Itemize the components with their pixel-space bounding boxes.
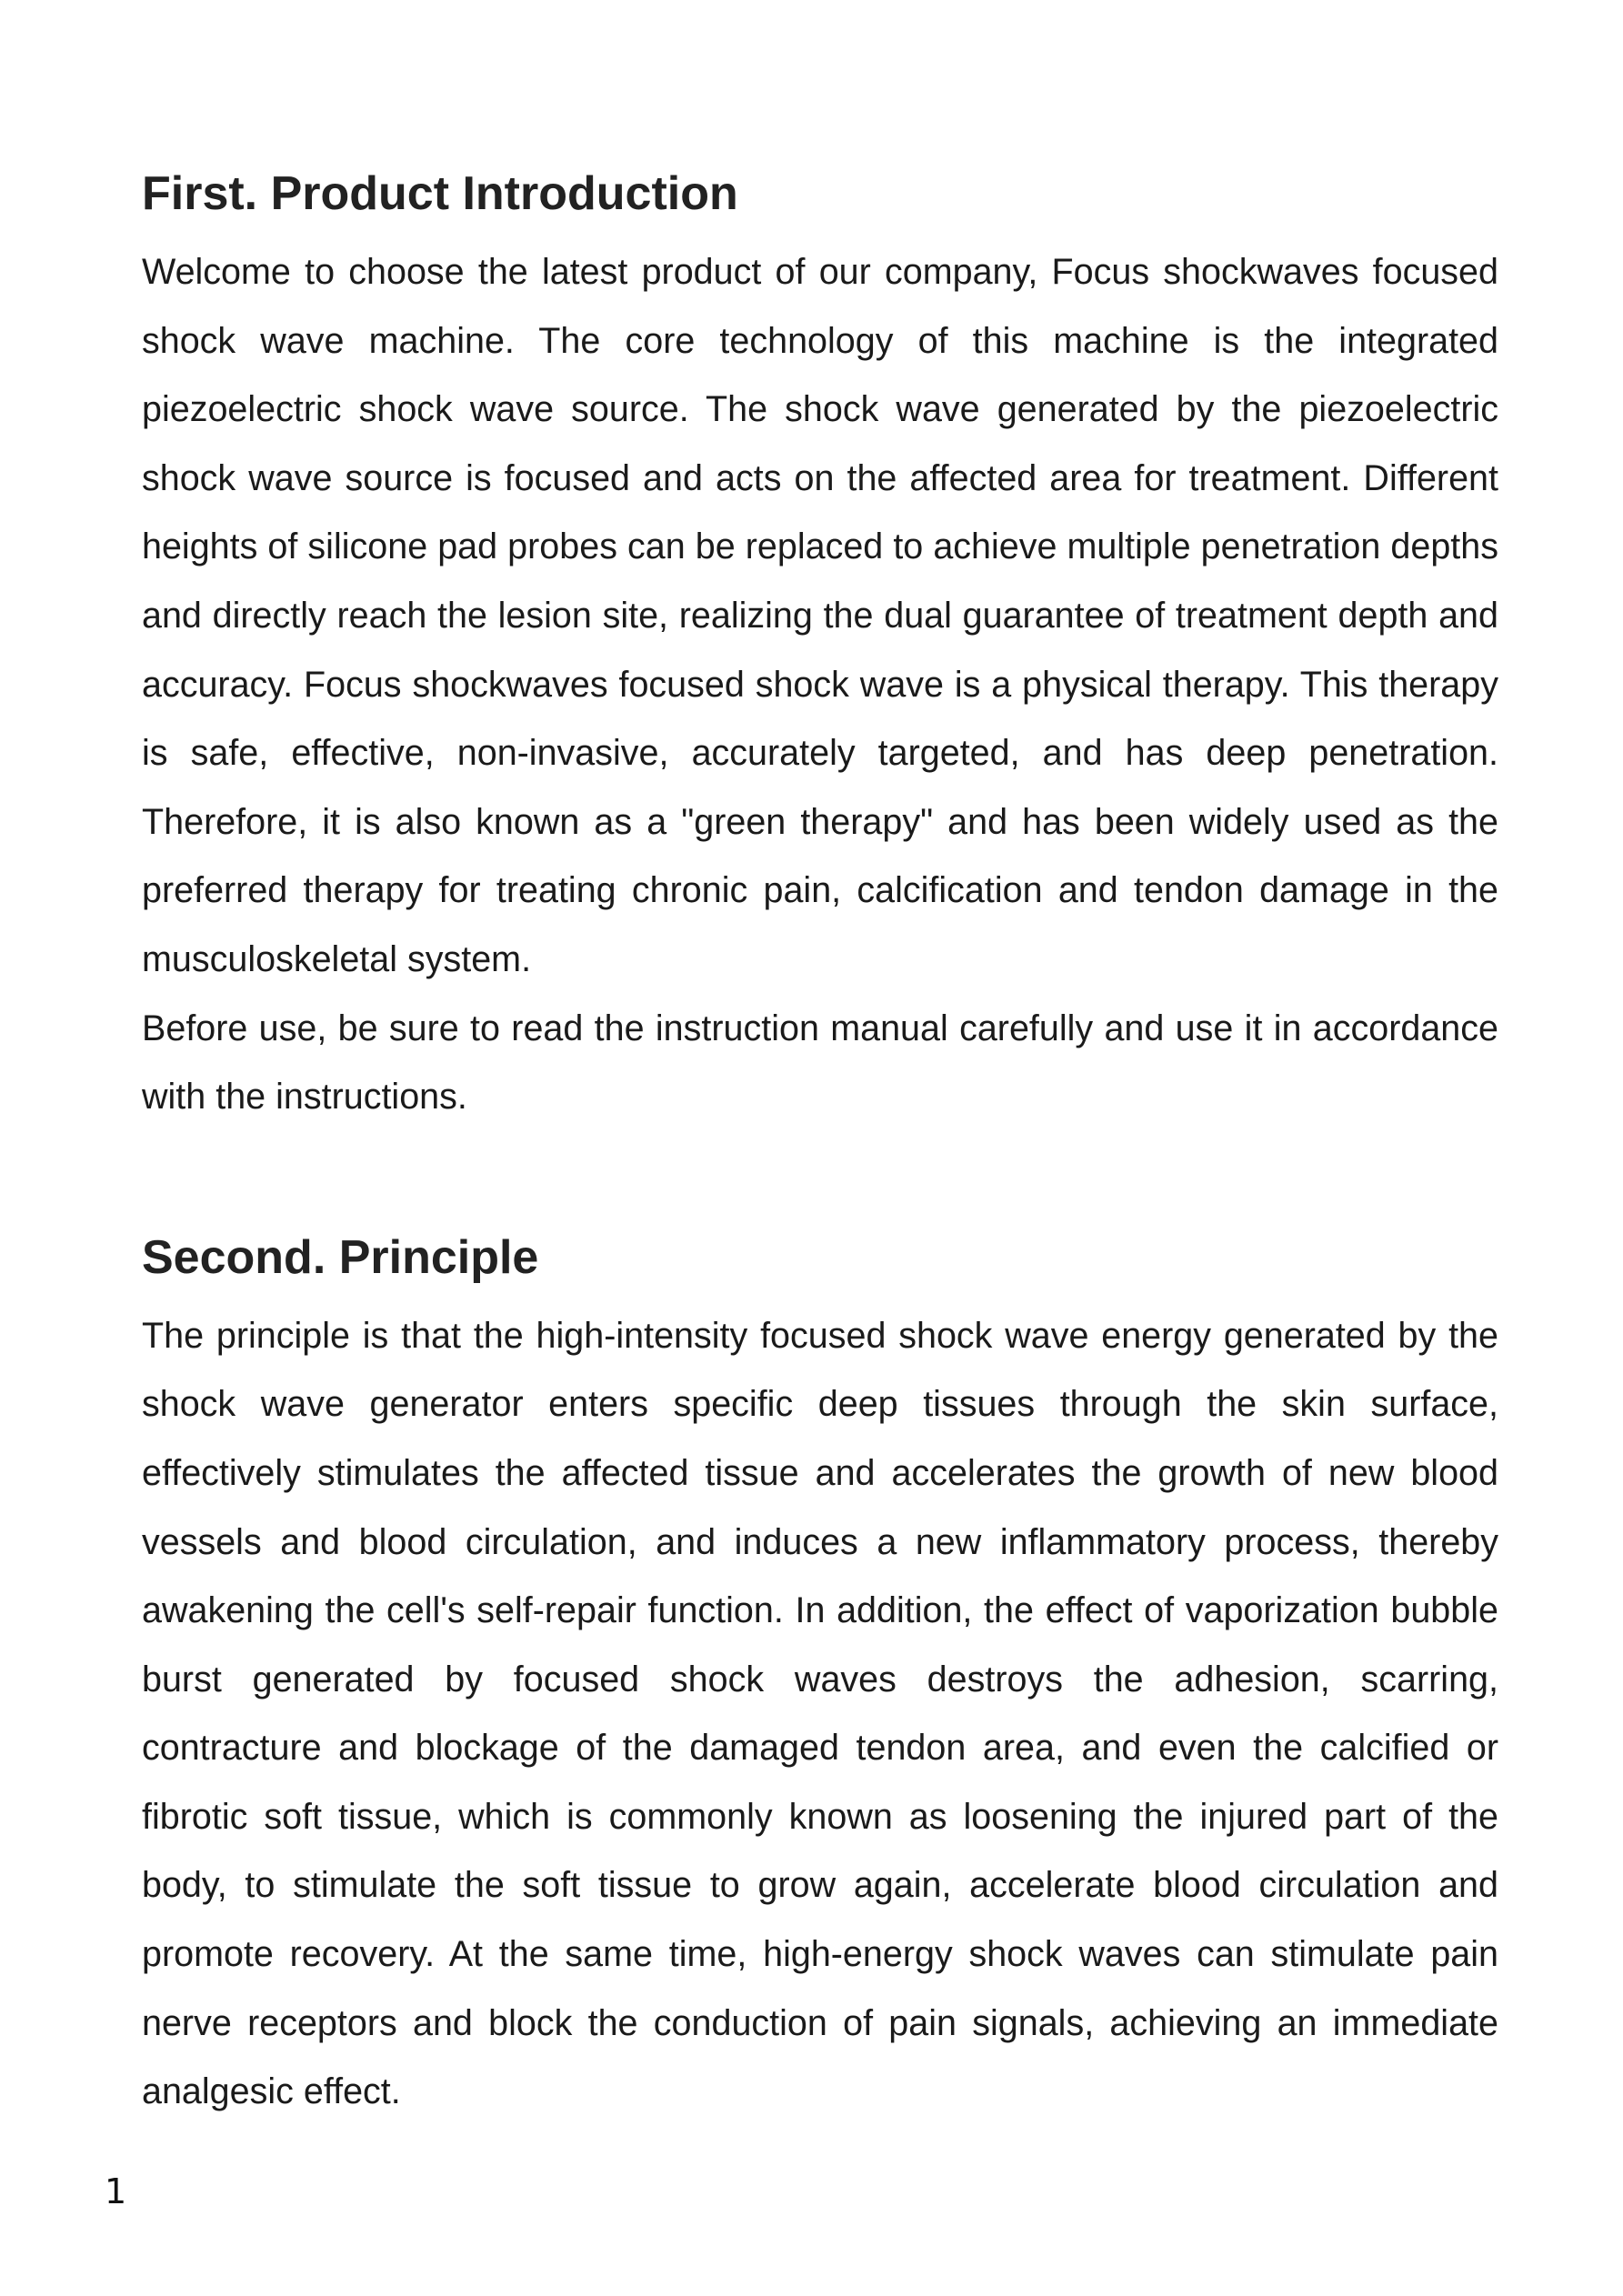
body-paragraph: Before use, be sure to read the instruction manual carefully and use it in accordance with the instructions.	[142, 1008, 1498, 1118]
section-principle	[142, 1228, 1498, 2127]
body-paragraph: Welcome to choose the latest product of our company, Focus shockwaves focused shock wave machine. The core technology of this machine is the integrated piezoelectric shock wave source. The shock wave generated by the piezoelectric shock wave source is focused and acts on the affected area for treatment. Different heights of silicone pad probes can be replaced to achieve multiple penetration depths and directly reach the lesion site, realizing the dual guarantee of treatment depth and accuracy. Focus shockwaves focused shock wave is a physical therapy. This therapy is safe, effective, non-invasive, accurately targeted, and has deep penetration. Therefore, it is also known as a "green therapy" and has been widely used as the preferred therapy for treating chronic pain, calcification and tendon damage in the musculoskeletal system.	[142, 252, 1498, 979]
section-heading: Second. Principle	[142, 1230, 539, 1284]
document-page	[142, 164, 1498, 2127]
section-product-introduction	[142, 164, 1498, 1132]
section-heading: First. Product Introduction	[142, 167, 738, 220]
page-number: 1	[105, 2171, 127, 2211]
body-paragraph: The principle is that the high-intensity focused shock wave energy generated by the shock wave generator enters specific deep tissues through the skin surface, effectively stimulates the affected tissue and accelerates the growth of new blood vessels and blood circulation, and induces a new inflammatory process, thereby awakening the cell's self-repair function. In addition, the effect of vaporization bubble burst generated by focused shock waves destroys the adhesion, scarring, contracture and blockage of the damaged tendon area, and even the calcified or fibrotic soft tissue, which is commonly known as loosening the injured part of the body, to stimulate the soft tissue to grow again, accelerate blood circulation and promote recovery. At the same time, high-energy shock waves can stimulate pain nerve receptors and block the conduction of pain signals, achieving an immediate analgesic effect.	[142, 1315, 1498, 2112]
